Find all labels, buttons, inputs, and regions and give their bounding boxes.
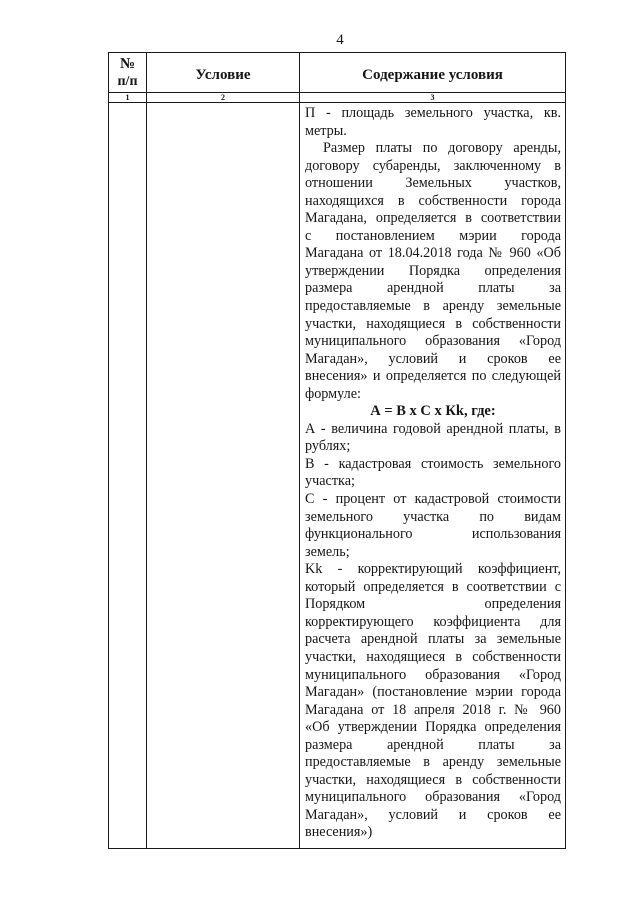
content-line: утверждении Порядка определения [305, 262, 561, 279]
content-line: предоставляемые в аренду земельные [305, 754, 561, 771]
content-line: земельного участка по видам [305, 508, 561, 525]
content-line: муниципального образования «Город [305, 333, 561, 350]
content-line: муниципального образования «Город [305, 789, 561, 806]
content-line: находящихся в собственности города [305, 192, 561, 209]
row-content-cell [300, 103, 565, 848]
content-line: В - кадастровая стоимость земельного [305, 455, 561, 472]
column-number-cell-2 [147, 93, 300, 103]
header-number-abbr: п/п [117, 73, 138, 89]
content-line: Магадан» (постановление мэрии города [305, 684, 561, 701]
content-line: расчета арендной платы за земельные [305, 631, 561, 648]
header-number-cell [109, 53, 147, 93]
page-number: 4 [336, 32, 344, 48]
content-line: функционального использования [305, 526, 561, 543]
header-condition-cell [147, 53, 300, 93]
content-line: А - величина годовой арендной платы, в [305, 420, 561, 437]
header-condition: Условие [195, 66, 251, 83]
content-line: метры. [305, 122, 347, 139]
column-number: 1 [125, 93, 130, 102]
content-line: Магадана, определяется в соответствии [305, 210, 561, 227]
content-line: Магадан», условий и сроков ее [305, 350, 561, 367]
content-line: участка; [305, 473, 355, 490]
content-line: с постановлением мэрии города [305, 227, 561, 244]
content-line: размера арендной платы за [305, 736, 561, 753]
formula-line: А = В х С х Кk, где: [370, 403, 496, 420]
content-line: Kk - корректирующий коэффициент, [305, 561, 561, 578]
column-number: 3 [430, 93, 435, 102]
content-line: договору субаренды, заключенному в [305, 157, 561, 174]
content-line: предоставляемые в аренду земельные [305, 298, 561, 315]
header-content-cell [300, 53, 565, 93]
header-number-symbol: № [119, 55, 136, 72]
content-line: земель; [305, 543, 350, 560]
content-line: отношении Земельных участков, [305, 175, 561, 192]
content-line: внесения») [305, 824, 373, 841]
content-line: «Об утверждении Порядка определения [305, 719, 561, 736]
column-number-cell-1 [109, 93, 147, 103]
content-line: С - процент от кадастровой стоимости [305, 491, 561, 508]
content-line: корректирующего коэффициента для [305, 613, 561, 630]
content-line: участки, находящиеся в собственности [305, 771, 561, 788]
content-line: муниципального образования «Город [305, 666, 561, 683]
content-line: участки, находящиеся в собственности [305, 315, 561, 332]
content-line: формуле: [305, 385, 361, 402]
conditions-table [108, 52, 566, 849]
content-line: внесения» и определяется по следующей [305, 368, 561, 385]
column-number-cell-3 [300, 93, 565, 103]
content-line: участки, находящиеся в собственности [305, 648, 561, 665]
row-number-cell [109, 103, 147, 848]
row-condition-cell [147, 103, 300, 848]
content-line: рублях; [305, 438, 351, 455]
content-line: П - площадь земельного участка, кв. [305, 105, 561, 121]
content-line: размера арендной платы за [305, 280, 561, 297]
content-line: Магадана от 18.04.2018 года № 960 «Об [305, 245, 561, 262]
column-number: 2 [221, 93, 225, 102]
content-line: Магадана от 18 апреля 2018 г. № 960 [305, 701, 561, 718]
header-content: Содержание условия [362, 66, 503, 83]
content-line: который определяется в соответствии с [305, 578, 561, 595]
content-line: Размер платы по договору аренды, [323, 140, 561, 157]
content-line: Порядком определения [305, 596, 561, 613]
content-line: Магадан», условий и сроков ее [305, 806, 561, 823]
